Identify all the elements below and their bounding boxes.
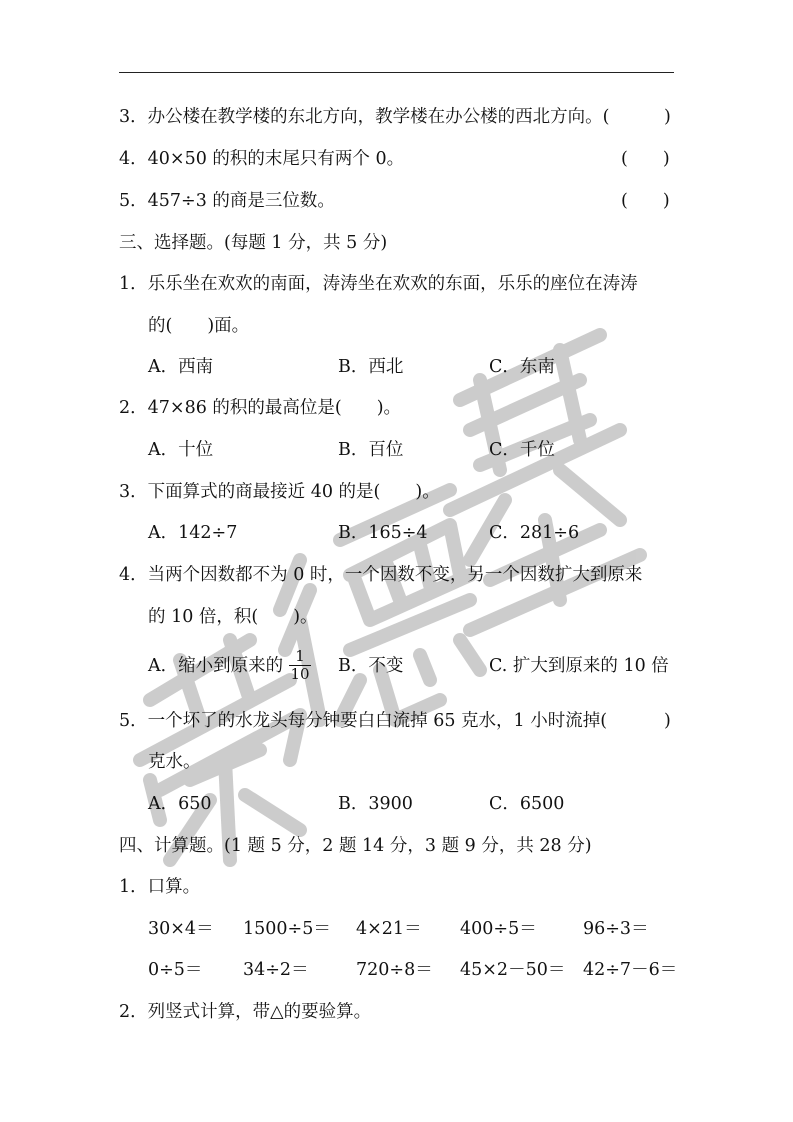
option-a[interactable]: A．650: [148, 794, 212, 814]
fraction-one-tenth: 1 10: [290, 647, 310, 683]
answer-paren[interactable]: ): [664, 107, 671, 127]
option-b[interactable]: B．不变: [338, 656, 404, 676]
option-c[interactable]: C. 扩大到原来的 10 倍: [489, 656, 669, 676]
choice-question-5-cont: 克水。: [148, 752, 201, 772]
calc-question-2: 2．列竖式计算，带△的要验算。: [119, 1002, 372, 1022]
question-5-judgment: 5．457÷3 的商是三位数。: [119, 191, 335, 211]
oral-calc-item: 4×21＝: [356, 919, 422, 939]
oral-calc-item: 42÷7－6＝: [583, 960, 678, 980]
choice-question-1: 1．乐乐坐在欢欢的南面，涛涛坐在欢欢的东面，乐乐的座位在涛涛: [119, 274, 638, 294]
answer-paren[interactable]: ): [664, 711, 671, 731]
section-4-title: 四、计算题。(1 题 5 分，2 题 14 分，3 题 9 分，共 28 分): [119, 836, 592, 856]
option-c[interactable]: C．281÷6: [489, 523, 580, 543]
choice-question-3: 3．下面算式的商最接近 40 的是( )。: [119, 482, 440, 502]
oral-calc-item: 96÷3＝: [583, 919, 649, 939]
option-a[interactable]: A．十位: [148, 440, 214, 460]
option-a[interactable]: A．缩小到原来的: [148, 656, 284, 676]
option-b[interactable]: B．165÷4: [338, 523, 428, 543]
choice-question-1-cont: 的( )面。: [148, 316, 250, 336]
option-b[interactable]: B．3900: [338, 794, 413, 814]
choice-question-4: 4．当两个因数都不为 0 时，一个因数不变，另一个因数扩大到原来: [119, 565, 643, 585]
oral-calc-item: 30×4＝: [148, 919, 214, 939]
oral-calc-item: 1500÷5＝: [243, 919, 331, 939]
option-c[interactable]: C．东南: [489, 357, 555, 377]
question-3-judgment: 3．办公楼在教学楼的东北方向，教学楼在办公楼的西北方向。(: [119, 107, 610, 127]
oral-calc-item: 45×2－50＝: [460, 960, 566, 980]
choice-question-5: 5．一个坏了的水龙头每分钟要白白流掉 65 克水，1 小时流掉(: [119, 711, 608, 731]
choice-question-2: 2．47×86 的积的最高位是( )。: [119, 398, 402, 418]
option-c[interactable]: C．千位: [489, 440, 555, 460]
calc-question-1: 1．口算。: [119, 877, 201, 897]
answer-paren[interactable]: ( ): [621, 149, 670, 169]
section-3-title: 三、选择题。(每题 1 分，共 5 分): [119, 233, 388, 253]
answer-paren[interactable]: ( ): [621, 191, 670, 211]
option-a[interactable]: A．142÷7: [148, 523, 238, 543]
option-b[interactable]: B．百位: [338, 440, 404, 460]
oral-calc-item: 0÷5＝: [148, 960, 203, 980]
option-c[interactable]: C．6500: [489, 794, 565, 814]
option-a[interactable]: A．西南: [148, 357, 214, 377]
choice-question-4-cont: 的 10 倍，积( )。: [148, 607, 318, 627]
option-b[interactable]: B．西北: [338, 357, 404, 377]
oral-calc-item: 720÷8＝: [356, 960, 433, 980]
oral-calc-item: 34÷2＝: [243, 960, 309, 980]
header-rule: [119, 72, 674, 73]
oral-calc-item: 400÷5＝: [460, 919, 537, 939]
question-4-judgment: 4．40×50 的积的末尾只有两个 0。: [119, 149, 405, 169]
